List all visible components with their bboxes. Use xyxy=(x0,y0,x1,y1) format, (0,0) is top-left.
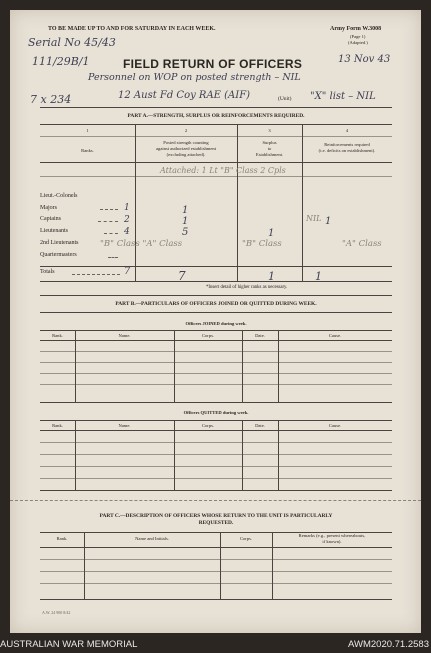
joined-col-date: Date. xyxy=(255,333,265,338)
col-header-reinforcements: Reinforcements required (i.e. deficits on establishment). xyxy=(318,142,376,153)
pencil-class-note-1: "B" Class "A" Class xyxy=(100,239,183,249)
part-c-col-name: Name and Initials. xyxy=(135,536,169,541)
imprint: A.W. 24 900 8/42 xyxy=(42,610,71,615)
serial-number: Serial No 45/43 xyxy=(28,36,116,49)
caption-right: AWM2020.71.2583 xyxy=(348,639,429,650)
posted-majors: 1 xyxy=(182,205,189,216)
pencil-attached-note: Attached: 1 Lt "B" Class 2 Cpls xyxy=(160,166,286,175)
joined-col-rank: Rank. xyxy=(52,333,63,338)
quitted-col-date: Date. xyxy=(255,423,265,428)
part-a-heading: PART A.—STRENGTH, SURPLUS OR REINFORCEMENTS REQUIRED. xyxy=(127,113,305,119)
rank-2nd-lieutenants: 2nd Lieutenants xyxy=(40,240,79,246)
col-number-2: 2 xyxy=(184,128,188,133)
surplus-lieutenants: 1 xyxy=(268,228,275,239)
rank-quartermasters: Quartermasters xyxy=(40,252,77,258)
reinf-totals: 1 xyxy=(315,270,322,283)
posted-totals: 7 xyxy=(178,269,186,283)
quitted-col-rank: Rank. xyxy=(52,423,63,428)
part-b-heading: PART B.—PARTICULARS OF OFFICERS JOINED OR QUITTED DURING WEEK. xyxy=(115,301,317,307)
ink-totals: 7 xyxy=(124,266,131,277)
part-c-col-remarks: Remarks (e.g., present whereabouts, if known). xyxy=(298,533,366,544)
ink-captains: 2 xyxy=(124,215,130,225)
ink-lieutenants: 4 xyxy=(124,227,130,237)
form-title: FIELD RETURN OF OFFICERS xyxy=(123,57,303,71)
joined-col-cause: Cause. xyxy=(328,333,342,338)
reference-number: 111/29B/1 xyxy=(32,55,90,68)
adapted-label: (Adapted.) xyxy=(348,40,368,45)
part-c-col-rank: Rank. xyxy=(56,536,68,541)
quitted-col-name: Name. xyxy=(118,423,131,428)
pencil-class-note-2: "B" Class xyxy=(242,239,282,249)
form-sheet xyxy=(10,10,421,633)
col-header-surplus: Surplus to Establishment. xyxy=(255,140,284,157)
col-number-4: 4 xyxy=(345,128,349,133)
page-label: (Page 1) xyxy=(350,34,366,39)
return-date: 13 Nov 43 xyxy=(338,54,391,65)
col-header-ranks: Ranks. xyxy=(81,148,94,153)
personnel-note: Personnel on WOP on posted strength – NIL xyxy=(88,72,301,83)
quitted-col-cause: Cause. xyxy=(328,423,342,428)
part-a-footnote: *Insert detail of higher ranks as necessary. xyxy=(206,285,288,290)
unit-name: 12 Aust Fd Coy RAE (AIF) xyxy=(118,90,251,101)
joined-heading: Officers JOINED during week. xyxy=(185,321,247,326)
instruction-text: TO BE MADE UP TO AND FOR SATURDAY IN EACH WEEK. xyxy=(48,26,216,32)
pencil-class-note-3: "A" Class xyxy=(342,239,382,249)
rank-lieutenants: Lieutenants xyxy=(40,228,68,234)
quitted-heading: Officers QUITTED during week. xyxy=(183,410,249,415)
rank-captains: Captains xyxy=(40,216,61,222)
form-size-note: 7 x 234 xyxy=(30,93,72,106)
unit-label: (Unit) xyxy=(278,96,292,102)
quitted-col-corps: Corps. xyxy=(201,423,215,428)
part-c-col-corps: Corps. xyxy=(239,536,253,541)
surplus-totals: 1 xyxy=(268,270,275,283)
posted-captains: 1 xyxy=(182,216,189,227)
reinf-captains: 1 xyxy=(325,216,332,227)
joined-col-corps: Corps. xyxy=(201,333,215,338)
totals-label: Totals xyxy=(40,269,55,275)
army-form-label: Army Form W.3008 xyxy=(330,26,382,32)
rank-majors: Majors xyxy=(40,205,57,211)
part-c-heading-line1: PART C.—DESCRIPTION OF OFFICERS WHOSE RETURN TO THE UNIT IS PARTICULARLY xyxy=(99,513,333,519)
col-number-1: 1 xyxy=(86,128,89,133)
rank-lt-colonels: Lieut.-Colonels xyxy=(40,193,78,199)
x-list-note: "X" list – NIL xyxy=(310,91,376,102)
col-header-posted: Posted strength counting against authorized establishment (excluding attached). xyxy=(156,140,216,157)
ink-majors: 1 xyxy=(124,203,130,213)
joined-col-name: Name. xyxy=(118,333,131,338)
caption-left: AUSTRALIAN WAR MEMORIAL xyxy=(0,639,138,650)
pencil-nil-note: NIL xyxy=(306,214,322,223)
posted-lieutenants: 5 xyxy=(182,227,189,238)
part-c-heading-line2: REQUESTED. xyxy=(198,520,234,526)
col-number-3: 3 xyxy=(268,128,271,133)
